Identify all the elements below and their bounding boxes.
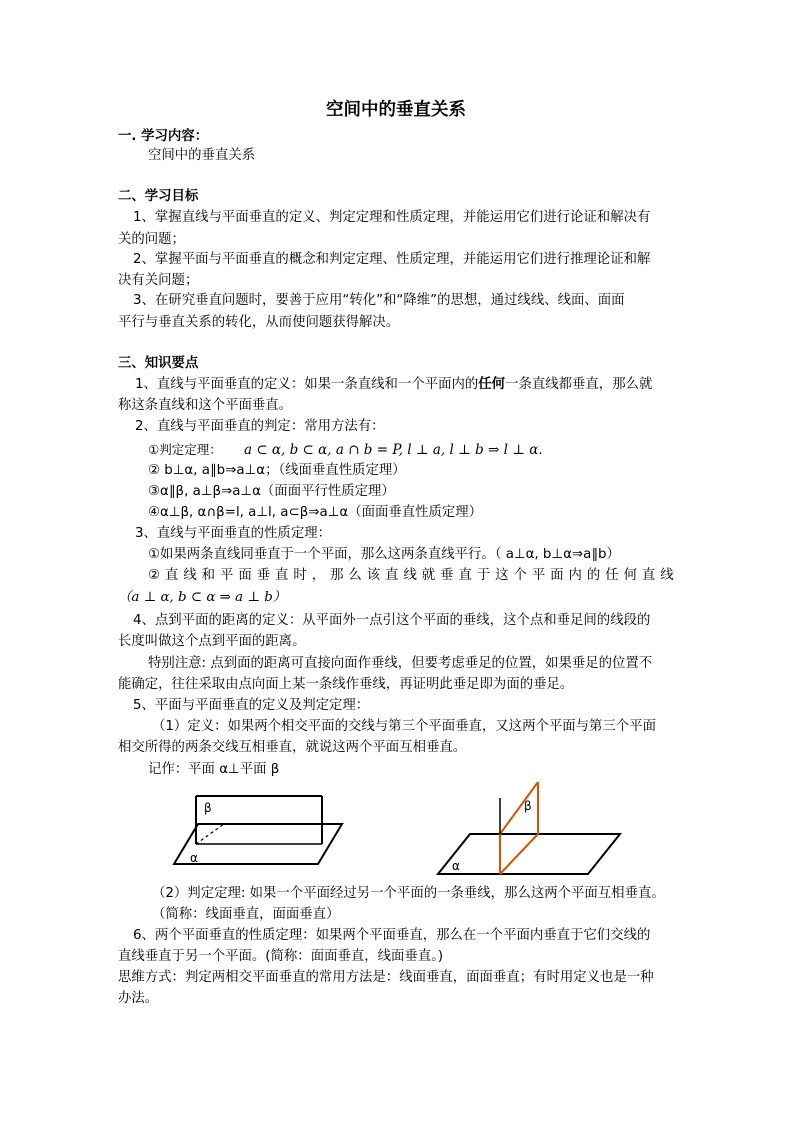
- spread-char: 那: [330, 568, 344, 583]
- spread-char: 线: [183, 568, 197, 583]
- spread-char: 直: [164, 568, 179, 583]
- point-2-item-2: ② b⊥α, a∥b⇒a⊥α；（线面垂直性质定理）: [148, 463, 406, 478]
- spread-char: 该: [366, 568, 381, 583]
- spread-char: 就: [421, 568, 436, 583]
- goal-3-line-2: 平行与垂直关系的转化，从而使问题获得解决。: [118, 315, 400, 330]
- spread-char: ，: [311, 568, 326, 583]
- spread-char: 直: [275, 568, 289, 583]
- spread-char: 时: [293, 568, 307, 583]
- figure-perpendicular-planes-left: [170, 788, 350, 874]
- spread-char: 内: [568, 568, 582, 583]
- spread-char: 这: [495, 568, 509, 583]
- point-2-item-1-label: ①判定定理：: [148, 442, 222, 457]
- spread-char: 直: [458, 568, 472, 583]
- point-6-line-2: 直线垂直于另一个平面。(简称：面面垂直，线面垂直。): [118, 949, 444, 964]
- spread-char: 线: [660, 568, 674, 583]
- spread-char: 个: [513, 568, 527, 583]
- point-3-item-1: ①如果两条直线同垂直于一个平面，那么这两条直线平行。（ a⊥α, b⊥α⇒a∥b）: [148, 547, 620, 562]
- plane-beta-top-edge: [500, 782, 538, 834]
- spread-char: 垂: [256, 568, 271, 583]
- label-alpha: α: [190, 851, 198, 865]
- point-3-item-2-line-1: [148, 566, 674, 586]
- plane-beta-bottom-edge: [500, 834, 538, 874]
- point-6-line-1: 6、两个平面垂直的性质定理：如果两个平面垂直，那么在一个平面内垂直于它们交线的: [133, 928, 651, 943]
- point-4-line-1: 4、点到平面的距离的定义：从平面外一点引这个平面的垂线，这个点和垂足间的线段的: [133, 613, 651, 628]
- point-5-theorem-line-1: （2）判定定理: 如果一个平面经过另一个平面的一条垂线，那么这两个平面互相垂直。: [152, 886, 665, 901]
- plane-alpha-parallelogram: [438, 834, 620, 874]
- point-2-item-1: [148, 440, 543, 461]
- goal-1-line-2: 关的问题；: [118, 232, 185, 247]
- spread-char: 和: [201, 568, 216, 583]
- section-1-heading: 一. 学习内容：: [118, 129, 209, 144]
- spread-char: 任: [605, 568, 619, 583]
- point-1-pre: 1、直线与平面垂直的定义：如果一条直线和一个平面内的: [135, 377, 479, 392]
- point-2-heading: 2、直线与平面垂直的判定：常用方法有：: [135, 419, 385, 434]
- section-1-content: 空间中的垂直关系: [148, 148, 256, 163]
- point-3-heading: 3、直线与平面垂直的性质定理：: [135, 526, 331, 541]
- point-2-item-3: ③α∥β, a⊥β⇒a⊥α（面面平行性质定理）: [148, 484, 395, 499]
- point-5-definition-line-1: （1）定义：如果两个相交平面的交线与第三个平面垂直，又这两个平面与第三个平面: [152, 719, 656, 734]
- special-note-line-1: 特别注意: 点到面的距离可直接向面作垂线，但要考虑垂足的位置，如果垂足的位置不: [148, 656, 653, 671]
- point-2-item-4: ④α⊥β, α∩β=l, a⊥l, a⊂β⇒a⊥α（面面垂直性质定理）: [148, 505, 483, 520]
- page-title: 空间中的垂直关系: [326, 100, 466, 120]
- point-5-theorem-line-2: （简称：线面垂直，面面垂直）: [152, 907, 340, 922]
- section-3-heading: 三、知识要点: [118, 356, 199, 371]
- spread-char: ②: [148, 568, 161, 583]
- label-alpha: α: [452, 859, 460, 873]
- spread-char: 面: [238, 568, 252, 583]
- spread-char: 线: [403, 568, 417, 583]
- spread-char: 于: [476, 568, 491, 583]
- goal-1-line-1: 1、掌握直线与平面垂直的定义、判定定理和性质定理，并能运用它们进行论证和解决有: [133, 210, 651, 225]
- spread-char: 平: [531, 568, 546, 583]
- spread-char: 面: [550, 568, 564, 583]
- goal-3-line-1: 3、在研究垂直问题时，要善于应用“转化”和“降维”的思想，通过线线、线面、面面: [133, 293, 625, 308]
- spread-char: 直: [385, 568, 399, 583]
- point-2-item-1-formula: a ⊂ α, b ⊂ α, a ∩ b = P, l ⊥ a, l ⊥ b ⇒ l ⊥ α: [243, 442, 539, 458]
- label-beta: β: [204, 801, 212, 815]
- figure-perpendicular-planes-right: [434, 778, 626, 878]
- goal-2-line-2: 决有关问题；: [118, 273, 199, 288]
- section-2-heading: 二、学习目标: [118, 189, 199, 204]
- hidden-edge-left: [196, 824, 224, 844]
- point-4-line-2: 长度叫做这个点到平面的距离。: [118, 634, 306, 649]
- point-5-heading: 5、平面与平面垂直的定义及判定定理：: [133, 698, 370, 713]
- spread-char: 直: [641, 568, 656, 583]
- spread-char: 平: [220, 568, 234, 583]
- point-1-line-1: [135, 375, 652, 395]
- point-2-item-1-end: .: [538, 443, 543, 458]
- spread-char: 的: [586, 568, 601, 583]
- spread-char: 垂: [440, 568, 454, 583]
- point-1-post: 一条直线都垂直，那么就: [505, 377, 653, 392]
- thinking-method-line-1: 思维方式：判定两相交平面垂直的常用方法是：线面垂直，面面垂直；有时用定义也是一种: [118, 970, 654, 985]
- point-5-definition-line-2: 相交所得的两条交线互相垂直，就说这两个平面互相垂直。: [118, 740, 467, 755]
- thinking-method-line-2: 办法。: [118, 991, 159, 1006]
- point-5-notation: 记作：平面 α⊥平面 β: [148, 762, 280, 777]
- label-beta: β: [524, 799, 532, 813]
- goal-2-line-1: 2、掌握平面与平面垂直的概念和判定定理、性质定理，并能运用它们进行推理论证和解: [133, 252, 651, 267]
- spread-char: 何: [623, 568, 637, 583]
- point-1-emphasis: 任何: [478, 377, 506, 392]
- point-3-item-2-formula: （a ⊥ α, b ⊂ α ⇒ a ⊥ b）: [118, 590, 287, 605]
- special-note-line-2: 能确定，往往采取由点向面上某一条线作垂线，再证明此垂足即为面的垂足。: [118, 677, 574, 692]
- point-1-line-2: 称这条直线和这个平面垂直。: [118, 398, 293, 413]
- spread-char: 么: [348, 568, 362, 583]
